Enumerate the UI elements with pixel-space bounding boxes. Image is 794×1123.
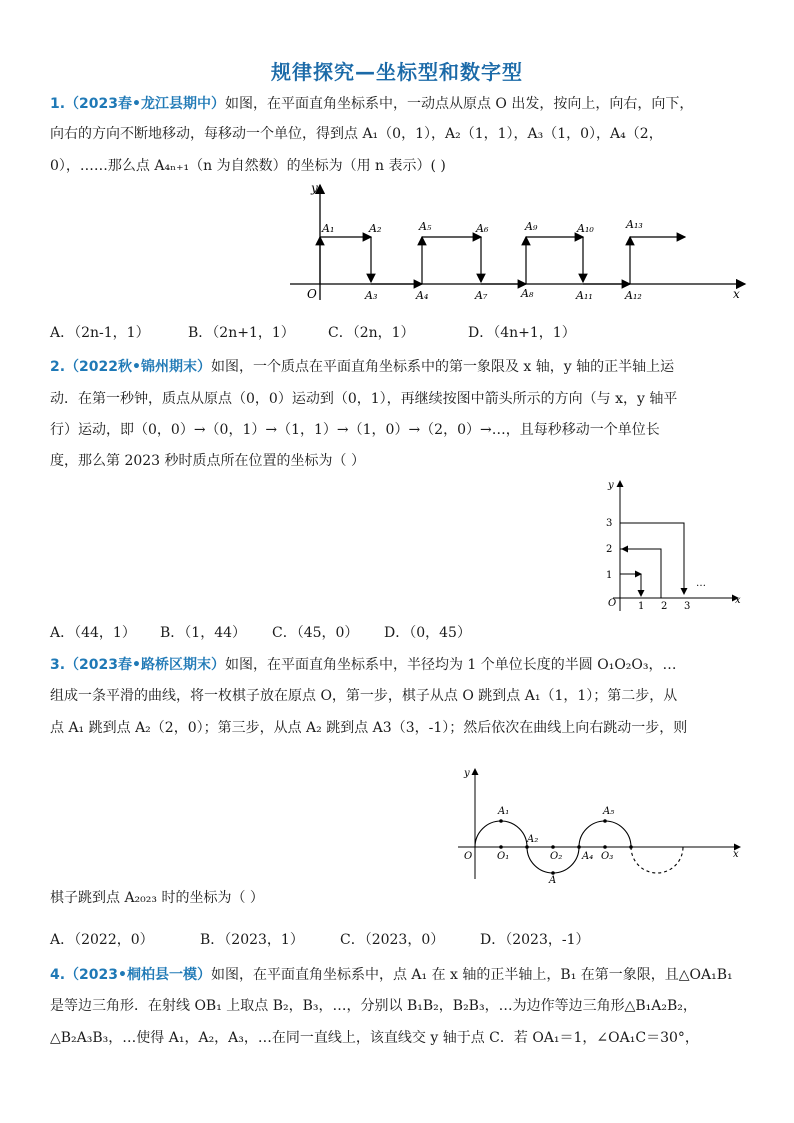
q2-option-a[interactable]: A．（44，1） — [50, 625, 136, 641]
q2-ellipsis: … — [696, 578, 706, 589]
q1-label-a12: A₁₂ — [625, 289, 642, 302]
q1-y-label: y — [311, 181, 318, 195]
q3-label-o2: O₂ — [550, 851, 563, 862]
q1-label-a13: A₁₃ — [626, 218, 643, 231]
q1-source: 1.（2023春•龙江县期中） — [50, 96, 225, 112]
q3-label-a5: A₅ — [603, 806, 615, 817]
q1-label-a3: A₃ — [365, 289, 378, 302]
q2-figure — [598, 476, 748, 616]
q2-path — [620, 523, 684, 598]
q3-option-a[interactable]: A．（2022，0） — [50, 932, 154, 948]
q2-y-label: y — [608, 480, 614, 491]
q1-path — [320, 237, 685, 284]
q1-label-a6: A₆ — [476, 222, 489, 235]
q3-label-a1: A₁ — [498, 806, 510, 817]
q1-origin-label: O — [307, 287, 317, 301]
q1-line2: 向右的方向不断地移动，每移动一个单位，得到点 A₁（0，1），A₂（1，1），A₃（1，0），A₄（2， — [50, 126, 663, 142]
q3-labels — [464, 806, 614, 884]
q1-label-a8: A₈ — [521, 287, 534, 300]
q3-figure — [448, 764, 748, 884]
q1-label-a5: A₅ — [419, 220, 432, 233]
q2-line1: 2.（2022秋•锦州期末）如图，一个质点在平面直角坐标系中的第一象限及 x 轴，y 轴的正半轴上运 — [50, 359, 675, 375]
q2-origin-label: O — [608, 598, 617, 609]
q2-tick-y1: 1 — [606, 570, 613, 581]
q1-option-d[interactable]: D．（4n+1，1） — [468, 325, 576, 341]
q3-label-a4: A₄ — [582, 851, 594, 862]
q2-option-d[interactable]: D．（0，45） — [384, 625, 471, 641]
q1-point-labels — [321, 218, 643, 302]
q3-option-d[interactable]: D．（2023，-1） — [480, 932, 590, 948]
q3-x-label: x — [733, 849, 739, 860]
q2-source: 2.（2022秋•锦州期末） — [50, 359, 211, 375]
q2-option-c[interactable]: C．（45，0） — [272, 625, 359, 641]
q3-label-o3: O₃ — [601, 851, 614, 862]
q1-label-a4: A₄ — [416, 289, 429, 302]
q3-line4: 棋子跳到点 A₂₀₂₃ 时的坐标为（ ） — [50, 890, 264, 906]
q1-label-a9: A₉ — [525, 220, 538, 233]
q1-label-a11: A₁₁ — [576, 289, 593, 302]
q3-line2: 组成一条平滑的曲线，将一枚棋子放在原点 O，第一步，棋子从点 O 跳到点 A₁（1，1）；第二步，从 — [50, 688, 678, 704]
q4-line3: △B₂A₃B₃，…使得 A₁，A₂，A₃，…在同一直线上，该直线交 y 轴于点 C．若 OA₁＝1，∠OA₁C＝30°， — [50, 1030, 699, 1046]
q2-line4: 度，那么第 2023 秒时质点所在位置的坐标为（ ） — [50, 453, 365, 469]
q1-line1: 1.（2023春•龙江县期中）如图，在平面直角坐标系中，一动点从原点 O 出发，按向上，向右，向下， — [50, 96, 694, 112]
q1-label-a1: A₁ — [322, 222, 335, 235]
q2-line2: 动．在第一秒钟，质点从原点（0，0）运动到（0，1），再继续按图中箭头所示的方向（与 x，y 轴平 — [50, 391, 678, 407]
q2-line3: 行）运动，即（0，0）→（0，1）→（1，1）→（1，0）→（2，0）→…，且每秒移动一个单位长 — [50, 422, 660, 438]
q1-label-a10: A₁₀ — [577, 222, 594, 235]
q2-tick-x1: 1 — [638, 601, 645, 612]
q1-x-label: x — [733, 287, 740, 301]
q4-line1: 4.（2023•桐柏县一模）如图，在平面直角坐标系中，点 A₁ 在 x 轴的正半轴上，B₁ 在第一象限，且△OA₁B₁ — [50, 967, 733, 983]
q1-label-a2: A₂ — [369, 222, 382, 235]
q2-tick-x3: 3 — [684, 601, 691, 612]
q2-tick-x2: 2 — [661, 601, 668, 612]
page-title: 规律探究—坐标型和数字型 — [271, 60, 523, 84]
q3-option-c[interactable]: C．（2023，0） — [340, 932, 445, 948]
q2-option-b[interactable]: B．（1，44） — [160, 625, 247, 641]
q3-label-o1: O₁ — [497, 851, 510, 862]
q3-line3: 点 A₁ 跳到点 A₂（2，0）；第三步，从点 A₂ 跳到点 A3（3，-1）；然后依次在曲线上向右跳动一步，则 — [50, 720, 688, 736]
q1-figure — [285, 180, 755, 305]
q4-source: 4.（2023•桐柏县一模） — [50, 967, 211, 983]
q3-label-a2: A₂ — [527, 834, 539, 845]
q1-option-a[interactable]: A．（2n-1，1） — [50, 325, 150, 341]
q3-label-a3: A — [549, 875, 557, 884]
q3-y-label: y — [464, 768, 470, 779]
q2-x-label: x — [735, 595, 741, 606]
q1-line3: 0），……那么点 A₄ₙ₊₁（n 为自然数）的坐标为（用 n 表示）( ) — [50, 158, 446, 174]
q3-source: 3.（2023春•路桥区期末） — [50, 657, 225, 673]
q3-label-o: O — [464, 851, 473, 862]
q1-option-c[interactable]: C．（2n，1） — [328, 325, 415, 341]
q1-option-b[interactable]: B．（2n+1，1） — [188, 325, 295, 341]
q2-tick-y3: 3 — [606, 518, 613, 529]
q2-tick-y2: 2 — [606, 544, 613, 555]
q3-line1: 3.（2023春•路桥区期末）如图，在平面直角坐标系中，半径均为 1 个单位长度的半圆 O₁O₂O₃，… — [50, 657, 677, 673]
q4-line2: 是等边三角形．在射线 OB₁ 上取点 B₂，B₃，…，分别以 B₁B₂，B₂B₃，…为边作等边三角形△B₁A₂B₂， — [50, 998, 697, 1014]
q3-option-b[interactable]: B．（2023，1） — [200, 932, 304, 948]
q1-label-a7: A₇ — [475, 289, 488, 302]
